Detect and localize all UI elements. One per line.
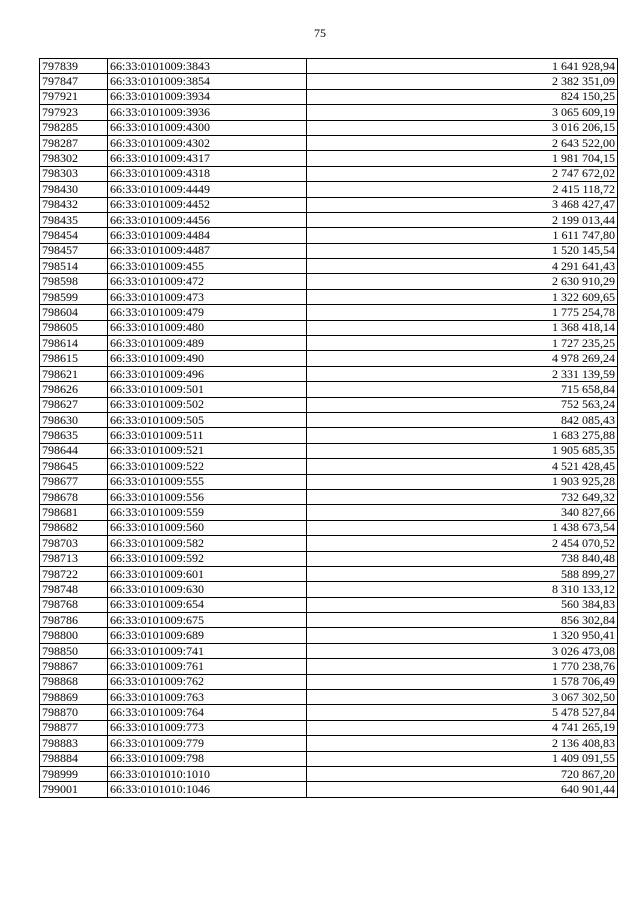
row-number-cell: 798868 — [40, 674, 108, 689]
row-number-cell: 798435 — [40, 212, 108, 227]
table-row — [40, 289, 618, 304]
table-row — [40, 105, 618, 120]
cadastral-number-cell: 66:33:0101009:455 — [108, 259, 307, 274]
table-row — [40, 320, 618, 335]
table-row — [40, 89, 618, 104]
row-number-cell: 798748 — [40, 582, 108, 597]
cadastral-value-cell: 738 840,48 — [307, 551, 618, 566]
cadastral-number-cell: 66:33:0101009:556 — [108, 489, 307, 504]
row-number-cell: 798870 — [40, 705, 108, 720]
cadastral-value-cell: 588 899,27 — [307, 566, 618, 581]
cadastral-number-cell: 66:33:0101009:560 — [108, 520, 307, 535]
cadastral-value-cell: 3 067 302,50 — [307, 690, 618, 705]
cadastral-value-cell: 3 026 473,08 — [307, 643, 618, 658]
cadastral-value-cell: 4 521 428,45 — [307, 459, 618, 474]
row-number-cell: 798605 — [40, 320, 108, 335]
cadastral-value-cell: 752 563,24 — [307, 397, 618, 412]
table-row — [40, 474, 618, 489]
row-number-cell: 797921 — [40, 89, 108, 104]
row-number-cell: 798303 — [40, 166, 108, 181]
cadastral-value-cell: 2 643 522,00 — [307, 135, 618, 150]
cadastral-number-cell: 66:33:0101009:761 — [108, 659, 307, 674]
cadastral-number-cell: 66:33:0101009:479 — [108, 305, 307, 320]
table-row — [40, 566, 618, 581]
cadastral-value-cell: 1 641 928,94 — [307, 59, 618, 74]
table-row — [40, 135, 618, 150]
row-number-cell: 798626 — [40, 382, 108, 397]
table-row — [40, 459, 618, 474]
cadastral-number-cell: 66:33:0101010:1010 — [108, 766, 307, 781]
cadastral-value-cell: 4 291 641,43 — [307, 259, 618, 274]
table-row — [40, 428, 618, 443]
table-row — [40, 351, 618, 366]
table-row — [40, 489, 618, 504]
row-number-cell: 798644 — [40, 443, 108, 458]
table-row — [40, 182, 618, 197]
cadastral-value-cell: 1 520 145,54 — [307, 243, 618, 258]
row-number-cell: 798621 — [40, 366, 108, 381]
table-row — [40, 366, 618, 381]
cadastral-value-cell: 2 454 070,52 — [307, 536, 618, 551]
table-row — [40, 736, 618, 751]
cadastral-number-cell: 66:33:0101009:630 — [108, 582, 307, 597]
row-number-cell: 798867 — [40, 659, 108, 674]
cadastral-number-cell: 66:33:0101009:689 — [108, 628, 307, 643]
cadastral-number-cell: 66:33:0101009:473 — [108, 289, 307, 304]
row-number-cell: 797923 — [40, 105, 108, 120]
table-row — [40, 505, 618, 520]
table-row — [40, 336, 618, 351]
cadastral-number-cell: 66:33:0101009:559 — [108, 505, 307, 520]
cadastral-value-cell: 1 770 238,76 — [307, 659, 618, 674]
table-row — [40, 705, 618, 720]
row-number-cell: 798869 — [40, 690, 108, 705]
table-row — [40, 197, 618, 212]
row-number-cell: 798800 — [40, 628, 108, 643]
cadastral-value-cell: 1 905 685,35 — [307, 443, 618, 458]
row-number-cell: 798786 — [40, 613, 108, 628]
cadastral-number-cell: 66:33:0101009:762 — [108, 674, 307, 689]
cadastral-number-cell: 66:33:0101009:496 — [108, 366, 307, 381]
table-row — [40, 120, 618, 135]
cadastral-value-cell: 1 775 254,78 — [307, 305, 618, 320]
cadastral-number-cell: 66:33:0101009:763 — [108, 690, 307, 705]
row-number-cell: 798627 — [40, 397, 108, 412]
table-row — [40, 382, 618, 397]
cadastral-value-cell: 5 478 527,84 — [307, 705, 618, 720]
cadastral-number-cell: 66:33:0101009:4456 — [108, 212, 307, 227]
cadastral-value-cell: 640 901,44 — [307, 782, 618, 797]
row-number-cell: 798454 — [40, 228, 108, 243]
cadastral-number-cell: 66:33:0101009:502 — [108, 397, 307, 412]
row-number-cell: 798883 — [40, 736, 108, 751]
cadastral-number-cell: 66:33:0101010:1046 — [108, 782, 307, 797]
row-number-cell: 798614 — [40, 336, 108, 351]
table-row — [40, 643, 618, 658]
row-number-cell: 798645 — [40, 459, 108, 474]
cadastral-value-cell: 1 409 091,55 — [307, 751, 618, 766]
cadastral-number-cell: 66:33:0101009:4302 — [108, 135, 307, 150]
table-row — [40, 212, 618, 227]
cadastral-number-cell: 66:33:0101009:601 — [108, 566, 307, 581]
cadastral-value-cell: 3 065 609,19 — [307, 105, 618, 120]
cadastral-value-cell: 2 136 408,83 — [307, 736, 618, 751]
cadastral-number-cell: 66:33:0101009:480 — [108, 320, 307, 335]
table-row — [40, 443, 618, 458]
row-number-cell: 798877 — [40, 720, 108, 735]
table-row — [40, 274, 618, 289]
cadastral-value-cell: 1 903 925,28 — [307, 474, 618, 489]
table-row — [40, 720, 618, 735]
row-number-cell: 798604 — [40, 305, 108, 320]
cadastral-value-cell: 4 741 265,19 — [307, 720, 618, 735]
cadastral-number-cell: 66:33:0101009:505 — [108, 412, 307, 427]
row-number-cell: 798432 — [40, 197, 108, 212]
row-number-cell: 798681 — [40, 505, 108, 520]
row-number-cell: 798287 — [40, 135, 108, 150]
row-number-cell: 798850 — [40, 643, 108, 658]
cadastral-number-cell: 66:33:0101009:764 — [108, 705, 307, 720]
cadastral-value-cell: 856 302,84 — [307, 613, 618, 628]
cadastral-value-cell: 824 150,25 — [307, 89, 618, 104]
cadastral-number-cell: 66:33:0101009:3854 — [108, 74, 307, 89]
cadastral-number-cell: 66:33:0101009:490 — [108, 351, 307, 366]
cadastral-number-cell: 66:33:0101009:4300 — [108, 120, 307, 135]
cadastral-value-cell: 3 016 206,15 — [307, 120, 618, 135]
cadastral-value-cell: 2 331 139,59 — [307, 366, 618, 381]
cadastral-value-cell: 3 468 427,47 — [307, 197, 618, 212]
table-row — [40, 59, 618, 74]
cadastral-value-table — [39, 58, 618, 798]
cadastral-number-cell: 66:33:0101009:522 — [108, 459, 307, 474]
cadastral-value-cell: 1 981 704,15 — [307, 151, 618, 166]
table-row — [40, 74, 618, 89]
row-number-cell: 798678 — [40, 489, 108, 504]
cadastral-value-cell: 715 658,84 — [307, 382, 618, 397]
cadastral-number-cell: 66:33:0101009:4487 — [108, 243, 307, 258]
cadastral-value-cell: 560 384,83 — [307, 597, 618, 612]
cadastral-number-cell: 66:33:0101009:4484 — [108, 228, 307, 243]
cadastral-value-cell: 2 382 351,09 — [307, 74, 618, 89]
table-row — [40, 305, 618, 320]
row-number-cell: 798768 — [40, 597, 108, 612]
row-number-cell: 798430 — [40, 182, 108, 197]
cadastral-value-cell: 2 199 013,44 — [307, 212, 618, 227]
row-number-cell: 797847 — [40, 74, 108, 89]
cadastral-number-cell: 66:33:0101009:555 — [108, 474, 307, 489]
row-number-cell: 798884 — [40, 751, 108, 766]
table-row — [40, 520, 618, 535]
cadastral-number-cell: 66:33:0101009:472 — [108, 274, 307, 289]
cadastral-number-cell: 66:33:0101009:4317 — [108, 151, 307, 166]
table-row — [40, 228, 618, 243]
row-number-cell: 798599 — [40, 289, 108, 304]
cadastral-number-cell: 66:33:0101009:4449 — [108, 182, 307, 197]
table-row — [40, 690, 618, 705]
row-number-cell: 797839 — [40, 59, 108, 74]
cadastral-number-cell: 66:33:0101009:511 — [108, 428, 307, 443]
table-row — [40, 582, 618, 597]
table-row — [40, 397, 618, 412]
table-row — [40, 151, 618, 166]
cadastral-number-cell: 66:33:0101009:3843 — [108, 59, 307, 74]
cadastral-value-cell: 2 415 118,72 — [307, 182, 618, 197]
cadastral-value-cell: 1 368 418,14 — [307, 320, 618, 335]
cadastral-number-cell: 66:33:0101009:4452 — [108, 197, 307, 212]
cadastral-value-cell: 1 320 950,41 — [307, 628, 618, 643]
table-row — [40, 766, 618, 781]
row-number-cell: 798703 — [40, 536, 108, 551]
table-row — [40, 243, 618, 258]
cadastral-number-cell: 66:33:0101009:741 — [108, 643, 307, 658]
table-row — [40, 674, 618, 689]
row-number-cell: 798682 — [40, 520, 108, 535]
table-row — [40, 551, 618, 566]
cadastral-value-cell: 842 085,43 — [307, 412, 618, 427]
row-number-cell: 798722 — [40, 566, 108, 581]
table-row — [40, 597, 618, 612]
row-number-cell: 798285 — [40, 120, 108, 135]
table-row — [40, 782, 618, 797]
row-number-cell: 798457 — [40, 243, 108, 258]
row-number-cell: 798999 — [40, 766, 108, 781]
table-row — [40, 166, 618, 181]
row-number-cell: 798302 — [40, 151, 108, 166]
cadastral-value-cell: 8 310 133,12 — [307, 582, 618, 597]
table-row — [40, 613, 618, 628]
row-number-cell: 798615 — [40, 351, 108, 366]
table-row — [40, 412, 618, 427]
cadastral-number-cell: 66:33:0101009:798 — [108, 751, 307, 766]
page-number: 75 — [314, 26, 326, 40]
cadastral-value-cell: 2 630 910,29 — [307, 274, 618, 289]
row-number-cell: 799001 — [40, 782, 108, 797]
cadastral-value-cell: 1 683 275,88 — [307, 428, 618, 443]
cadastral-value-cell: 1 578 706,49 — [307, 674, 618, 689]
row-number-cell: 798598 — [40, 274, 108, 289]
cadastral-number-cell: 66:33:0101009:773 — [108, 720, 307, 735]
table-body — [40, 59, 618, 798]
row-number-cell: 798677 — [40, 474, 108, 489]
cadastral-number-cell: 66:33:0101009:3934 — [108, 89, 307, 104]
cadastral-value-cell: 2 747 672,02 — [307, 166, 618, 181]
cadastral-number-cell: 66:33:0101009:592 — [108, 551, 307, 566]
cadastral-number-cell: 66:33:0101009:779 — [108, 736, 307, 751]
row-number-cell: 798514 — [40, 259, 108, 274]
cadastral-number-cell: 66:33:0101009:675 — [108, 613, 307, 628]
cadastral-number-cell: 66:33:0101009:489 — [108, 336, 307, 351]
cadastral-number-cell: 66:33:0101009:501 — [108, 382, 307, 397]
cadastral-number-cell: 66:33:0101009:4318 — [108, 166, 307, 181]
row-number-cell: 798713 — [40, 551, 108, 566]
table-row — [40, 659, 618, 674]
cadastral-value-cell: 1 611 747,80 — [307, 228, 618, 243]
table-row — [40, 751, 618, 766]
table-row — [40, 259, 618, 274]
cadastral-value-cell: 720 867,20 — [307, 766, 618, 781]
table-row — [40, 628, 618, 643]
table-row — [40, 536, 618, 551]
cadastral-value-cell: 732 649,32 — [307, 489, 618, 504]
cadastral-number-cell: 66:33:0101009:521 — [108, 443, 307, 458]
cadastral-value-cell: 1 727 235,25 — [307, 336, 618, 351]
cadastral-number-cell: 66:33:0101009:582 — [108, 536, 307, 551]
row-number-cell: 798630 — [40, 412, 108, 427]
row-number-cell: 798635 — [40, 428, 108, 443]
cadastral-value-cell: 1 322 609,65 — [307, 289, 618, 304]
cadastral-value-cell: 1 438 673,54 — [307, 520, 618, 535]
cadastral-number-cell: 66:33:0101009:3936 — [108, 105, 307, 120]
cadastral-value-cell: 4 978 269,24 — [307, 351, 618, 366]
cadastral-value-cell: 340 827,66 — [307, 505, 618, 520]
cadastral-number-cell: 66:33:0101009:654 — [108, 597, 307, 612]
